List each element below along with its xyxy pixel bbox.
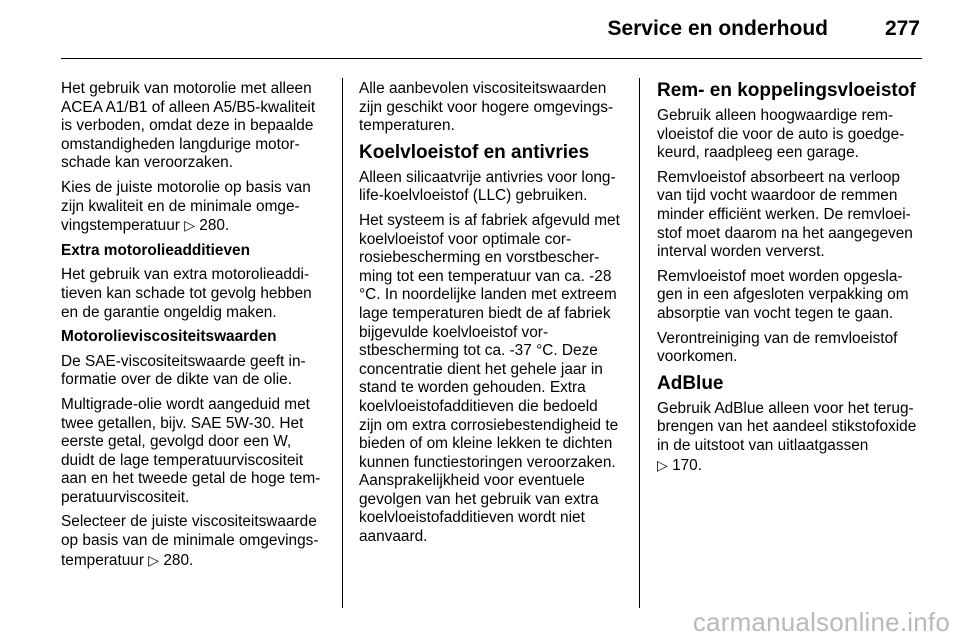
paragraph: Het gebruik van extra motorolieadditieven kan schade tot gevolg hebben en de garantie ongeldig maken. — [61, 266, 312, 321]
paragraph: Selecteer de juiste viscositeitswaarde op basis van de minimale omgevingstemperatuur ▷ 280. — [61, 513, 319, 569]
watermark: carmanualsonline.info — [692, 607, 950, 637]
page-reference-link[interactable]: 280. — [163, 551, 194, 569]
column-1 — [61, 80, 325, 576]
column-3 — [657, 80, 922, 481]
header-divider — [61, 58, 922, 59]
paragraph: Verontreiniging van de remvloeistof voorkomen. — [657, 329, 898, 366]
page-number: 277 — [884, 17, 920, 40]
heading-coolant: Koelvloeistof en antivries — [359, 141, 590, 163]
paragraph: Gebruik alleen hoogwaardige remvloeistof die voor de auto is goedgekeurd, raadpleeg een garage. — [657, 107, 905, 162]
subheading-extra-additives: Extra motorolieadditieven — [61, 241, 251, 259]
subheading-viscosity: Motorolieviscositeitswaarden — [61, 328, 277, 346]
paragraph: Alleen silicaatvrije antivries voor long-life-koelvloeistof (LLC) gebruiken. — [359, 168, 616, 205]
paragraph: Het systeem is af fabriek afgevuld met koelvloeistof voor optimale corrosiebescherming en vorstbescherming tot een temperatuur van ca. -28 °C. In noordelijke landen met extreem lage temperaturen biedt de af fabriek bijgevulde koelvloeistof vorstbescherming tot ca. -37 °C. Deze concentratie dient het gehele jaar in stand te worden gehouden. Extra koelvloeistofadditieven die bedoeld zijn om extra corrosiebestendigheid te bieden of om kleine lekken te dichten kunnen functiestoringen veroorzaken. Aansprakelijkheid voor eventuele gevolgen van het gebruik van extra koelvloeistofadditieven wordt niet aanvaard. — [359, 211, 620, 546]
page-reference-link[interactable]: 170. — [672, 456, 703, 474]
paragraph: Multigrade-olie wordt aangeduid met twee getallen, bijv. SAE 5W-30. Het eerste getal, gevolgd door een W, duidt de lage temperatuurviscositeit aan en het tweede getal de hoge temperatuurviscositeit. — [61, 395, 321, 506]
page-reference-link[interactable]: 280. — [199, 217, 230, 235]
paragraph: Gebruik AdBlue alleen voor het terugbrengen van het aandeel stikstofoxide in de uitstoot van uitlaatgassen ▷ 170. — [657, 399, 917, 474]
page-reference-arrow-icon: ▷ — [184, 217, 195, 234]
page-section-title: Service en onderhoud — [607, 17, 828, 40]
column-divider-1 — [342, 78, 343, 608]
page-reference-arrow-icon: ▷ — [148, 551, 160, 568]
column-divider-2 — [639, 78, 640, 608]
paragraph: De SAE-viscositeitswaarde geeft informatie over de dikte van de olie. — [61, 352, 306, 389]
paragraph: Remvloeistof moet worden opgeslagen in een afgesloten verpakking om absorptie van vocht tegen te gaan. — [657, 267, 909, 322]
paragraph: Kies de juiste motorolie op basis van zijn kwaliteit en de minimale omgevingstemperatuur ▷ 280. — [61, 178, 311, 235]
page-reference-arrow-icon: ▷ — [657, 456, 668, 473]
paragraph: Alle aanbevolen viscositeitswaarden zijn geschikt voor hogere omgevingstemperaturen. — [359, 80, 614, 135]
paragraph: Het gebruik van motorolie met alleen ACEA A1/B1 of alleen A5/B5-kwaliteit is verboden, omdat deze in bepaalde omstandigheden langdurige motorschade kan veroorzaken. — [61, 80, 316, 172]
heading-brake-fluid: Rem- en koppelingsvloeistof — [657, 80, 916, 101]
paragraph: Remvloeistof absorbeert na verloop van tijd vocht waardoor de remmen minder efficiënt werken. De remvloeistof moet daarom na het aangegeven interval worden ververst. — [657, 168, 913, 261]
heading-adblue: AdBlue — [657, 372, 724, 394]
column-2 — [359, 80, 624, 553]
